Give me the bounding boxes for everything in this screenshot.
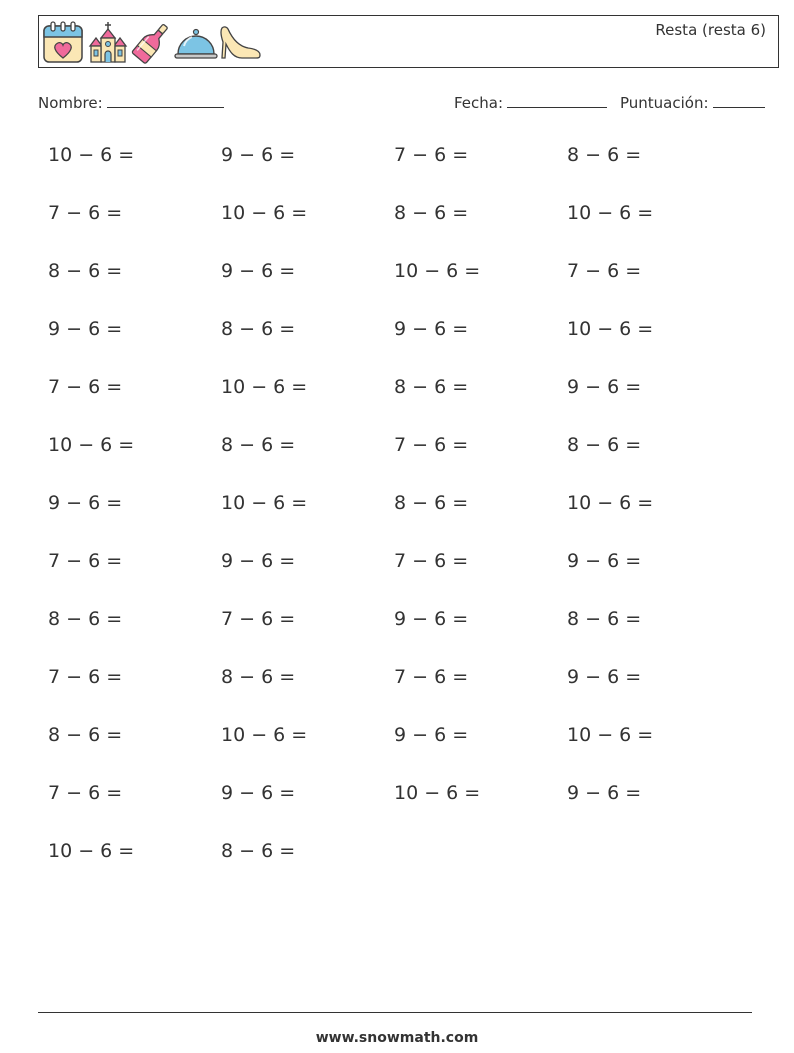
problem-item: 7 − 6 = [48, 550, 123, 572]
problem-item: 9 − 6 = [394, 724, 469, 746]
date-label: Fecha: [454, 94, 504, 112]
problem-item: 8 − 6 = [567, 608, 642, 630]
problem-item: 8 − 6 = [48, 260, 123, 282]
problem-item: 9 − 6 = [221, 260, 296, 282]
problem-item: 7 − 6 = [567, 260, 642, 282]
problem-item: 10 − 6 = [394, 260, 481, 282]
problem-item: 10 − 6 = [567, 724, 654, 746]
worksheet-header [38, 15, 779, 68]
champagne-bottle-icon [130, 20, 174, 64]
header-icons [42, 19, 262, 65]
church-icon [86, 20, 130, 64]
footer-url: www.snowmath.com [315, 1030, 479, 1046]
date-blank-line [507, 94, 607, 108]
problem-item: 7 − 6 = [48, 666, 123, 688]
problem-item: 7 − 6 = [221, 608, 296, 630]
problem-item: 8 − 6 = [567, 434, 642, 456]
problem-item: 10 − 6 = [48, 434, 135, 456]
food-cloche-icon [174, 20, 218, 64]
high-heel-shoe-icon [218, 20, 262, 64]
footer-divider [38, 1012, 752, 1013]
problem-item: 7 − 6 = [394, 434, 469, 456]
problem-item: 10 − 6 = [567, 318, 654, 340]
problem-item: 10 − 6 = [567, 202, 654, 224]
problem-item: 7 − 6 = [394, 550, 469, 572]
problem-item: 8 − 6 = [221, 840, 296, 862]
score-field [620, 94, 765, 112]
problem-item: 9 − 6 = [394, 608, 469, 630]
problem-item: 10 − 6 = [221, 376, 308, 398]
problem-item: 10 − 6 = [48, 144, 135, 166]
date-field [454, 94, 607, 112]
problem-item: 7 − 6 = [394, 666, 469, 688]
name-blank-line [107, 94, 224, 108]
problem-item: 10 − 6 = [221, 724, 308, 746]
problem-item: 8 − 6 = [48, 724, 123, 746]
problem-item: 8 − 6 = [221, 318, 296, 340]
problem-item: 9 − 6 = [567, 550, 642, 572]
problem-item: 9 − 6 = [221, 782, 296, 804]
problem-item: 8 − 6 = [221, 434, 296, 456]
problem-item: 7 − 6 = [48, 782, 123, 804]
problem-item: 8 − 6 = [394, 492, 469, 514]
problem-item: 9 − 6 = [394, 318, 469, 340]
problem-item: 10 − 6 = [394, 782, 481, 804]
problem-item: 9 − 6 = [567, 782, 642, 804]
problem-item: 7 − 6 = [394, 144, 469, 166]
problem-item: 10 − 6 = [221, 202, 308, 224]
problem-item: 7 − 6 = [48, 376, 123, 398]
problem-item: 8 − 6 = [567, 144, 642, 166]
problem-item: 8 − 6 = [221, 666, 296, 688]
problem-item: 9 − 6 = [48, 318, 123, 340]
problem-item: 9 − 6 = [221, 144, 296, 166]
problem-item: 8 − 6 = [48, 608, 123, 630]
problem-item: 10 − 6 = [221, 492, 308, 514]
name-field [38, 94, 224, 112]
problem-item: 8 − 6 = [394, 202, 469, 224]
problem-item: 10 − 6 = [567, 492, 654, 514]
score-blank-line [713, 94, 765, 108]
calendar-heart-icon [42, 20, 86, 64]
problem-item: 9 − 6 = [48, 492, 123, 514]
problem-item: 10 − 6 = [48, 840, 135, 862]
problem-item: 8 − 6 = [394, 376, 469, 398]
problem-item: 9 − 6 = [567, 376, 642, 398]
score-label: Puntuación: [620, 94, 709, 112]
problem-item: 9 − 6 = [567, 666, 642, 688]
name-label: Nombre: [38, 94, 103, 112]
problem-item: 7 − 6 = [48, 202, 123, 224]
worksheet-title: Resta (resta 6) [655, 21, 766, 39]
problem-item: 9 − 6 = [221, 550, 296, 572]
